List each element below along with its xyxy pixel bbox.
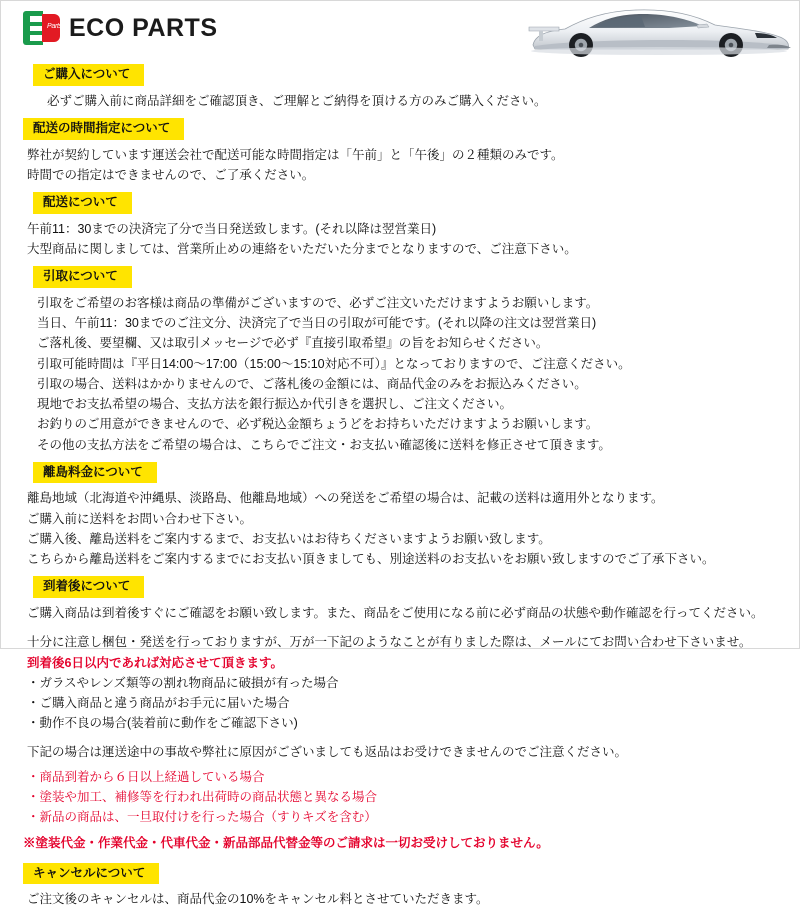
list-item: ・新品の商品は、一旦取付けを行った場合（すりキズを含む） — [27, 810, 377, 824]
section-arrival — [1, 571, 799, 857]
arrival-exclusion-list — [27, 767, 777, 827]
text-line: 大型商品に関しましては、営業所止めの連絡をいただいた分までとなりますので、ご注意下さい。 — [27, 241, 577, 256]
text-line: 離島地域（北海道や沖縄県、淡路島、他離島地域）への発送をご希望の場合は、記載の送料は適用外となります。 — [27, 491, 664, 506]
section-pickup — [1, 261, 799, 457]
text-line: 十分に注意し梱包・発送を行っておりますが、万が一下記のようなことが有りました際は、メールにてお問い合わせ下さいませ。 — [27, 635, 752, 650]
section-remote-fee — [1, 457, 799, 572]
text-line: こちらから離島送料をご案内するまでにお支払い頂きましても、別途送料のお支払いをお願い致しますのでご了承下さい。 — [27, 552, 715, 567]
section-heading-remote-fee: 離島料金について — [33, 462, 157, 484]
text-line: ご購入前に送料をお問い合わせ下さい。 — [27, 511, 253, 526]
section-purchase — [1, 59, 799, 113]
text-line: ご落札後、要望欄、又は取引メッセージで必ず『直接引取希望』の旨をお知らせください。 — [37, 336, 549, 351]
text-line: その他の支払方法をご希望の場合は、こちらでご注文・お支払い確認後に送料を修正させて頂きます。 — [37, 437, 611, 452]
sports-car-image — [519, 1, 799, 59]
brand-name: ECO PARTS — [69, 13, 218, 42]
section-cancel — [1, 858, 799, 912]
text-line: 時間での指定はできませんので、ご了承ください。 — [27, 167, 315, 182]
text-line: 当日、午前11：30までのご注文分、決済完了で当日の引取が可能です。(それ以降の注文は翌営業日) — [37, 316, 597, 330]
section-heading-delivery-time: 配送の時間指定について — [23, 118, 184, 140]
section-heading-cancel: キャンセルについて — [23, 863, 159, 885]
section-heading-purchase: ご購入について — [33, 64, 144, 86]
section-delivery-time — [1, 113, 799, 187]
text-line: 引取の場合、送料はかかりませんので、ご落札後の金額には、商品代金のみをお振込みください。 — [37, 376, 587, 391]
list-item: ・ご購入商品と違う商品がお手元に届いた場合 — [27, 695, 290, 710]
text-line: 弊社が契約しています運送会社で配送可能な時間指定は「午前」と「午後」の２種類のみです。 — [27, 147, 564, 162]
section-body-cancel — [1, 889, 799, 909]
section-body-delivery — [1, 219, 799, 260]
section-body-delivery-time — [1, 145, 799, 186]
list-item: ・動作不良の場合(装着前に動作をご確認下さい) — [27, 715, 298, 730]
arrival-final-notice: ※塗装代金・作業代金・代車代金・新品部品代替金等のご請求は一切お受けしておりません。 — [23, 836, 549, 850]
section-body-arrival — [1, 603, 799, 827]
list-item: ・商品到着から６日以上経過している場合 — [27, 770, 265, 784]
eco-parts-logo-icon: Parts — [23, 11, 61, 45]
text-line: 必ずご購入前に商品詳細をご確認頂き、ご理解とご納得を頂ける方のみご購入ください。 — [47, 93, 547, 108]
text-line: 下記の場合は運送途中の事故や弊社に原因がございましても返品はお受けできませんのでご注意ください。 — [27, 744, 628, 759]
section-heading-arrival: 到着後について — [33, 576, 144, 598]
text-line: 現地でお支払希望の場合、支払方法を銀行振込か代引きを選択し、ご注文ください。 — [37, 397, 513, 411]
text-line: お釣りのご用意ができませんので、必ず税込金額ちょうどをお持ちいただけますようお願いします。 — [37, 417, 599, 432]
list-item: ・塗装や加工、補修等を行われ出荷時の商品状態と異なる場合 — [27, 790, 378, 804]
text-line: 引取可能時間は『平日14:00～17:00（15:00～15:10対応不可）』となっておりますので、ご注意ください。 — [37, 356, 631, 371]
text-line: ご購入後、離島送料をご案内するまで、お支払いはお待ちくださいますようお願い致します。 — [27, 531, 551, 546]
text-line: 引取をご希望のお客様は商品の準備がございますので、必ずご注文いただけますようお願いします。 — [37, 295, 599, 310]
section-body-remote-fee — [1, 488, 799, 569]
arrival-issue-list — [27, 673, 777, 733]
section-delivery — [1, 187, 799, 261]
page-header — [1, 1, 799, 59]
text-line: 午前11：30までの決済完了分で当日発送致します。(それ以降は翌営業日) — [27, 221, 437, 236]
arrival-deadline-note: 到着後6日以内であれば対応させて頂きます。 — [27, 655, 283, 670]
section-body-pickup — [1, 293, 799, 455]
brand-logo — [23, 11, 218, 45]
text-line: ご購入商品は到着後すぐにご確認をお願い致します。また、商品をご使用になる前に必ず商品の状態や動作確認を行ってください。 — [27, 606, 764, 620]
section-body-purchase — [1, 91, 799, 111]
list-item: ・ガラスやレンズ類等の割れ物商品に破損が有った場合 — [27, 675, 339, 690]
section-heading-delivery: 配送について — [33, 192, 132, 214]
section-heading-pickup: 引取について — [33, 266, 132, 288]
text-line: ご注文後のキャンセルは、商品代金の10%をキャンセル料とさせていただきます。 — [27, 892, 489, 907]
